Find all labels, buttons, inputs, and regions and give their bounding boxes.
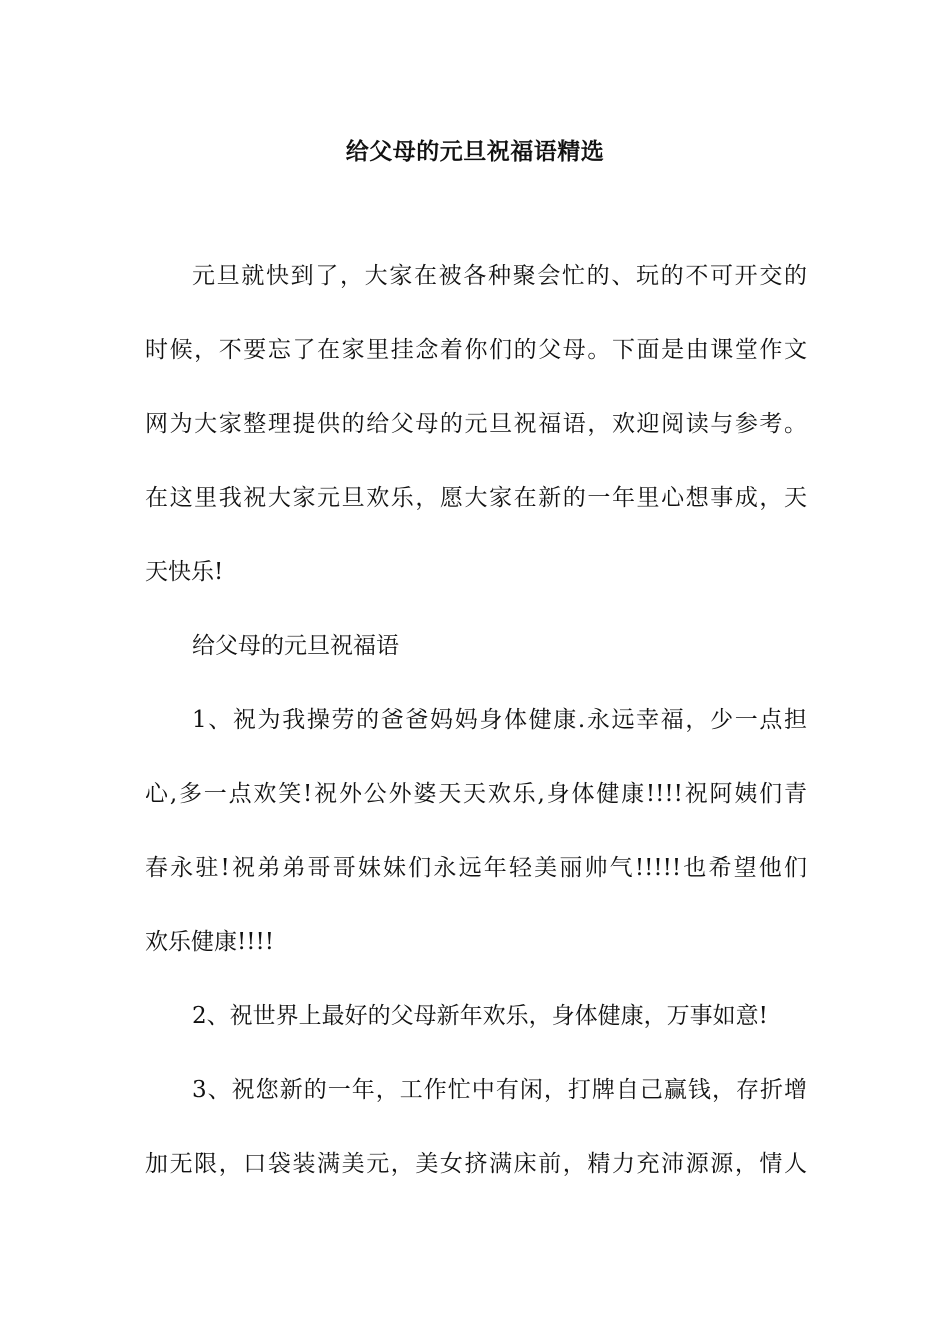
list-item-line: 3、祝您新的一年，工作忙中有闲，打牌自己赢钱，存折增: [192, 1077, 807, 1103]
paragraph-line: 在这里我祝大家元旦欢乐，愿大家在新的一年里心想事成，天: [145, 485, 807, 511]
list-item-line: 2、祝世界上最好的父母新年欢乐，身体健康，万事如意!: [192, 1003, 768, 1029]
paragraph-line: 时候，不要忘了在家里挂念着你们的父母。下面是由课堂作文: [145, 337, 807, 363]
section-heading: 给父母的元旦祝福语: [192, 633, 399, 659]
paragraph-line: 元旦就快到了，大家在被各种聚会忙的、玩的不可开交的: [192, 263, 807, 289]
document-body: [145, 254, 807, 1216]
list-item-line: 春永驻!祝弟弟哥哥妹妹们永远年轻美丽帅气!!!!!也希望他们: [145, 855, 807, 881]
page-title: 给父母的元旦祝福语精选: [345, 138, 605, 165]
paragraph-line: 网为大家整理提供的给父母的元旦祝福语，欢迎阅读与参考。: [145, 411, 807, 437]
list-item-line: 欢乐健康!!!!: [145, 929, 274, 955]
list-item-line: 1、祝为我操劳的爸爸妈妈身体健康.永远幸福，少一点担: [192, 707, 807, 733]
list-item-line: 加无限，口袋装满美元，美女挤满床前，精力充沛源源，情人: [145, 1151, 807, 1177]
paragraph-line: 天快乐!: [145, 559, 224, 585]
list-item-line: 心,多一点欢笑!祝外公外婆天天欢乐,身体健康!!!!祝阿姨们青: [145, 781, 807, 807]
